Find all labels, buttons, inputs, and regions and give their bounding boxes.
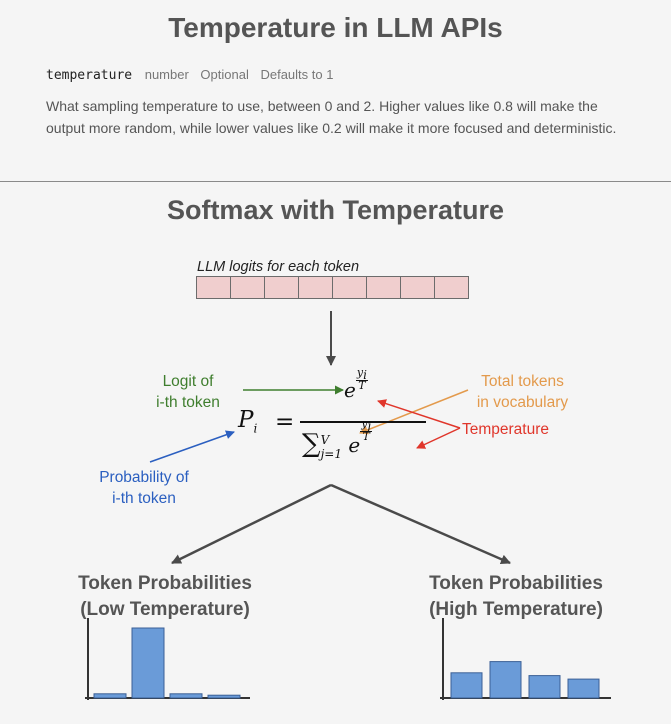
probability-arrow [150, 432, 234, 462]
page-title: Temperature in LLM APIs [168, 12, 503, 43]
bar-3 [529, 676, 560, 698]
high-temperature-chart [440, 618, 611, 700]
param-default: Defaults to 1 [260, 67, 334, 82]
param-description: What sampling temperature to use, between 0 and 2. Higher values like 0.8 will make the output more random, while lower values like 0.2 will make it more focused and deterministic. [46, 98, 617, 136]
section-title: Softmax with Temperature [166, 195, 505, 225]
total-tokens-arrow [360, 390, 468, 433]
temperature-annotation: Temperature [462, 421, 550, 438]
logits-label: LLM logits for each token [197, 259, 360, 275]
param-optional: Optional [200, 67, 249, 82]
bar-2 [132, 628, 164, 698]
bar-4 [568, 679, 599, 698]
split-arrow-right [331, 485, 510, 563]
low-temperature-chart [85, 618, 250, 700]
high-temperature-title: Token Probabilities (High Temperature) [429, 573, 603, 620]
formula-equals: = [275, 409, 295, 435]
param-type: number [144, 67, 189, 82]
bar-1 [451, 673, 482, 698]
formula-numerator: e $\frac{y_i}{T}$ [344, 366, 367, 402]
total-tokens-annotation: Total tokens in vocabulary [476, 373, 569, 411]
bar-1 [94, 694, 126, 698]
formula-denominator: ∑ V j=1 e $\frac{y_j}{T}$ [302, 417, 372, 461]
bar-3 [170, 694, 202, 698]
formula-lhs: $P_i$ [238, 407, 258, 436]
param-name: temperature [46, 68, 133, 83]
bar-2 [490, 662, 521, 698]
low-temperature-title: Token Probabilities (Low Temperature) [78, 573, 252, 620]
bar-4 [208, 695, 240, 698]
temperature-arrow-top [378, 401, 460, 428]
temperature-arrow-bottom [417, 428, 460, 448]
logit-annotation: Logit of i-th token [156, 373, 220, 411]
probability-annotation: Probability of i-th token [99, 469, 189, 507]
